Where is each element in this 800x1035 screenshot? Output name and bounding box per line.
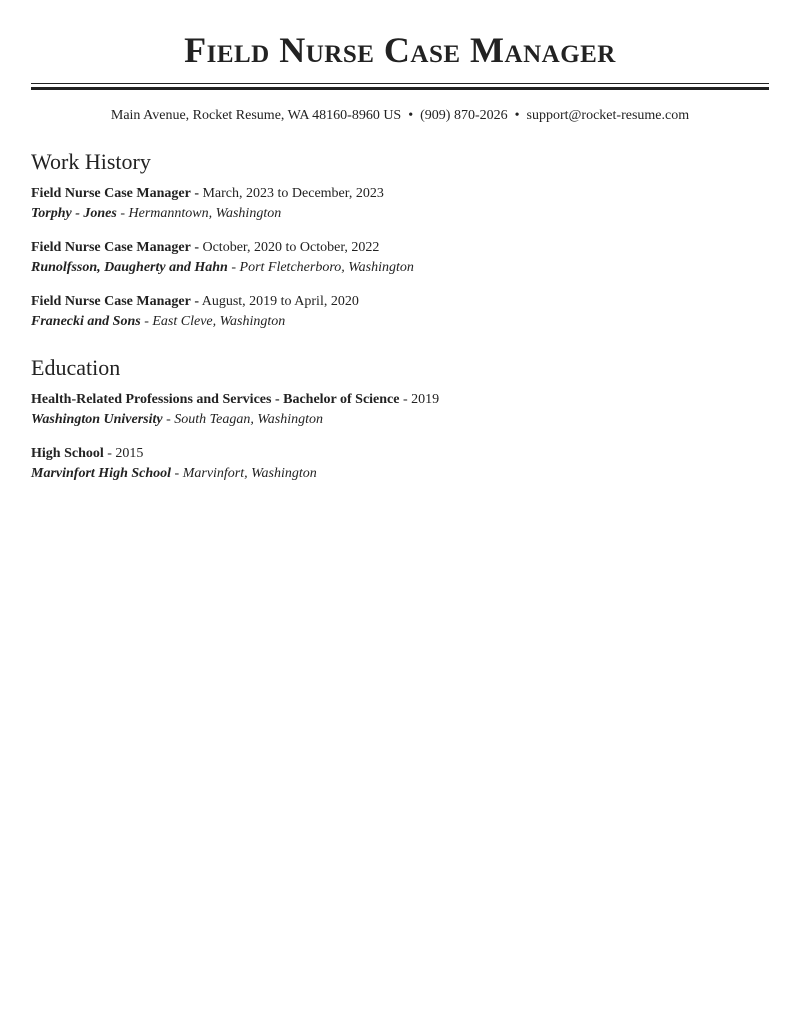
work-entry-dash: - [194, 294, 199, 309]
work-entry-location: East Cleve, Washington [152, 314, 286, 329]
education-entry-institution [31, 464, 769, 484]
work-entry-company: Franecki and Sons [31, 314, 141, 329]
education-entry-year: 2019 [411, 392, 440, 407]
education-entry-headline [31, 390, 769, 410]
work-entry-dash: - [231, 260, 237, 275]
work-entry-headline [31, 184, 769, 204]
education-entry-headline [31, 444, 769, 464]
education-entry-year: 2015 [115, 446, 144, 461]
contact-separator: • [408, 108, 414, 123]
education-entry [31, 390, 769, 430]
education-entry-degree: High School [31, 446, 104, 461]
education-entry-dash: - [166, 412, 171, 427]
education-entry-institution [31, 410, 769, 430]
work-entry-employer [31, 258, 769, 278]
work-entry-position: Field Nurse Case Manager [31, 240, 191, 255]
education-entry-dash: - [107, 446, 112, 461]
work-history-entry [31, 238, 769, 278]
work-entry-employer [31, 204, 769, 224]
work-entry-location: Port Fletcherboro, Washington [239, 260, 414, 275]
education-entry [31, 444, 769, 484]
work-entry-dates: August, 2019 to April, 2020 [201, 294, 359, 309]
work-entry-position: Field Nurse Case Manager [31, 294, 191, 309]
header-double-rule [31, 83, 769, 90]
work-entry-dates: October, 2020 to October, 2022 [202, 240, 380, 255]
work-entry-position: Field Nurse Case Manager [31, 186, 191, 201]
work-entry-headline [31, 238, 769, 258]
education-entry-location: Marvinfort, Washington [182, 466, 317, 481]
work-entry-dash: - [144, 314, 149, 329]
contact-phone: (909) 870-2026 [420, 108, 508, 123]
education-entry-dash: - [174, 466, 180, 481]
resume-name-heading: Field Nurse Case Manager [184, 30, 616, 70]
work-entry-company: Runolfsson, Daugherty and Hahn [31, 260, 228, 275]
contact-address: Main Avenue, Rocket Resume, WA 48160-8960 US [110, 108, 402, 123]
work-entry-employer [31, 312, 769, 332]
work-history-heading: Work History [31, 149, 151, 174]
work-entry-headline [31, 292, 769, 312]
work-entry-dates: March, 2023 to December, 2023 [202, 186, 384, 201]
work-history-entry [31, 184, 769, 224]
education-entry-school: Marvinfort High School [31, 466, 172, 481]
education-entry-dash: - [402, 392, 408, 407]
contact-email: support@rocket-resume.com [526, 108, 690, 123]
work-entry-company: Torphy - Jones [31, 206, 117, 221]
education-entry-degree: Health-Related Professions and Services - Bachelor of Science [31, 392, 400, 407]
education-heading: Education [31, 355, 121, 380]
work-entry-location: Hermanntown, Washington [128, 206, 282, 221]
education-entry-location: South Teagan, Washington [174, 412, 323, 427]
contact-separator: • [514, 108, 520, 123]
education-entry-school: Washington University [31, 412, 163, 427]
work-entry-dash: - [120, 206, 125, 221]
work-entry-dash: - [194, 186, 199, 201]
work-history-entry [31, 292, 769, 332]
work-entry-dash: - [194, 240, 199, 255]
contact-line [31, 106, 769, 126]
